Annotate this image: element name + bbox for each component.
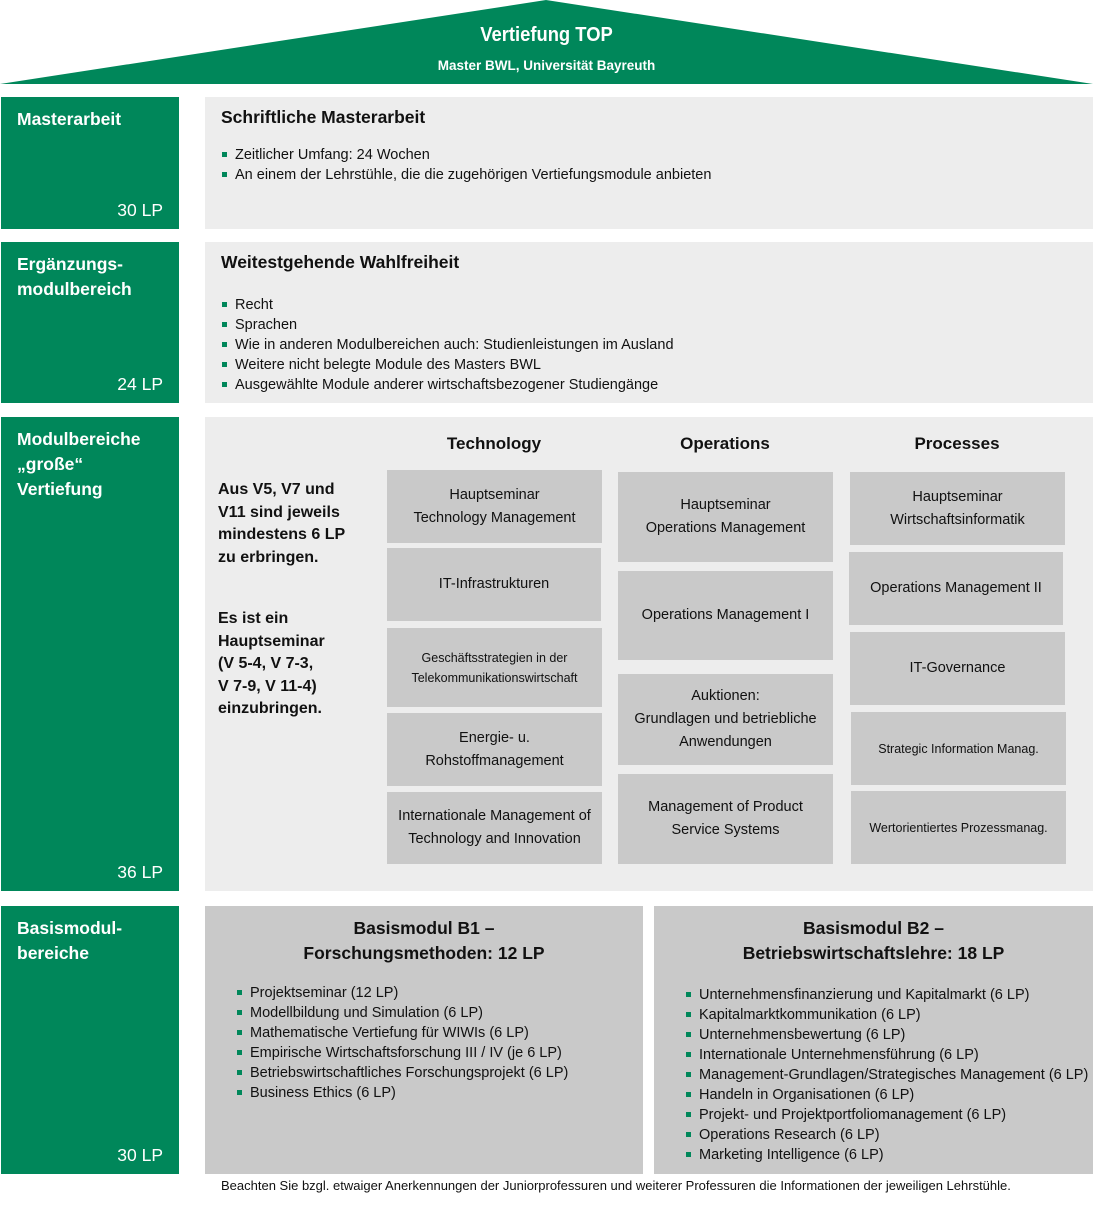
label-basis — [1, 906, 179, 1174]
list-item: Wie in anderen Modulbereichen auch: Studienleistungen im Ausland — [221, 335, 674, 355]
panel-title: Weitestgehende Wahlfreiheit — [221, 252, 460, 272]
list-item: Zeitlicher Umfang: 24 Wochen — [221, 145, 711, 165]
panel-basis-b2 — [654, 906, 1093, 1174]
list-item: Betriebswirtschaftliches Forschungsprojekt (6 LP) — [236, 1063, 568, 1083]
module-box: Hauptseminar Wirtschaftsinformatik — [850, 472, 1065, 545]
bullet-list — [221, 145, 711, 185]
list-item: Empirische Wirtschaftsforschung III / IV (je 6 LP) — [236, 1043, 568, 1063]
module-box: Hauptseminar Technology Management — [387, 470, 602, 543]
panel-ergaenzung — [205, 242, 1093, 403]
panel-title: Basismodul B1 – Forschungsmethoden: 12 LP — [303, 918, 545, 963]
list-item: Recht — [221, 295, 674, 315]
list-item: Projektseminar (12 LP) — [236, 983, 568, 1003]
module-box: IT-Governance — [850, 632, 1065, 705]
list-item: Operations Research (6 LP) — [685, 1125, 1088, 1145]
requirement-note: Aus V5, V7 und V11 sind jeweils mindestens 6 LP zu erbringen. — [218, 481, 346, 566]
section-label: Masterarbeit — [17, 109, 122, 129]
bullet-list — [236, 983, 568, 1103]
module-box: Operations Management II — [849, 552, 1063, 625]
credits-label: 30 LP — [117, 1145, 163, 1165]
list-item: Handeln in Organisationen (6 LP) — [685, 1085, 1088, 1105]
module-box: Hauptseminar Operations Management — [618, 472, 833, 562]
module-box: IT-Infrastrukturen — [387, 548, 601, 621]
section-label: Ergänzungs- modulbereich — [17, 254, 132, 299]
panel-basis-b1 — [205, 906, 643, 1174]
panel-title: Schriftliche Masterarbeit — [221, 107, 426, 127]
column-title-operations: Operations — [680, 434, 770, 453]
list-item: Marketing Intelligence (6 LP) — [685, 1145, 1088, 1165]
list-item: Projekt- und Projektportfoliomanagement (6 LP) — [685, 1105, 1088, 1125]
module-box: Operations Management I — [618, 571, 833, 660]
section-label: Basismodul- bereiche — [17, 918, 123, 963]
bullet-list — [221, 295, 674, 395]
list-item: Management-Grundlagen/Strategisches Management (6 LP) — [685, 1065, 1088, 1085]
list-item: Mathematische Vertiefung für WIWIs (6 LP) — [236, 1023, 568, 1043]
list-item: Unternehmensbewertung (6 LP) — [685, 1025, 1088, 1045]
label-masterarbeit — [1, 97, 179, 229]
label-ergaenzung — [1, 242, 179, 403]
page-subtitle: Master BWL, Universität Bayreuth — [437, 58, 656, 73]
seminar-note: Es ist ein Hauptseminar (V 5-4, V 7-3, V 7-9, V 11-4) einzubringen. — [218, 610, 325, 717]
column-title-technology: Technology — [446, 434, 542, 453]
footnote: Beachten Sie bzgl. etwaiger Anerkennungen der Juniorprofessuren und weiterer Professuren die Informationen der jeweiligen Lehrstühle. — [221, 1178, 1011, 1193]
module-box: Energie- u. Rohstoffmanagement — [387, 713, 602, 786]
credits-label: 36 LP — [117, 862, 163, 882]
panel-masterarbeit — [205, 97, 1093, 229]
list-item: Business Ethics (6 LP) — [236, 1083, 568, 1103]
module-box: Wertorientiertes Prozessmanag. — [851, 791, 1066, 864]
module-box: Strategic Information Manag. — [851, 712, 1066, 785]
list-item: An einem der Lehrstühle, die die zugehörigen Vertiefungsmodule anbieten — [221, 165, 711, 185]
module-box: Management of Product Service Systems — [618, 774, 833, 864]
list-item: Sprachen — [221, 315, 674, 335]
list-item: Weitere nicht belegte Module des Masters BWL — [221, 355, 674, 375]
module-box: Auktionen: Grundlagen und betriebliche Anwendungen — [618, 674, 833, 765]
module-box: Internationale Management of Technology and Innovation — [387, 792, 602, 864]
list-item: Modellbildung und Simulation (6 LP) — [236, 1003, 568, 1023]
list-item: Unternehmensfinanzierung und Kapitalmarkt (6 LP) — [685, 985, 1088, 1005]
page-title: Vertiefung TOP — [480, 24, 613, 46]
panel-title: Basismodul B2 – Betriebswirtschaftslehre: 18 LP — [742, 918, 1005, 963]
bullet-list — [685, 985, 1088, 1165]
label-vertiefung — [1, 417, 179, 891]
list-item: Internationale Unternehmensführung (6 LP) — [685, 1045, 1088, 1065]
credits-label: 24 LP — [117, 374, 163, 394]
list-item: Ausgewählte Module anderer wirtschaftsbezogener Studiengänge — [221, 375, 674, 395]
column-title-processes: Processes — [914, 434, 1000, 453]
section-label: Modulbereiche „große“ Vertiefung — [17, 429, 141, 499]
roof-header — [0, 0, 1093, 86]
module-box: Geschäftsstrategien in der Telekommunikationswirtschaft — [387, 628, 602, 707]
list-item: Kapitalmarktkommunikation (6 LP) — [685, 1005, 1088, 1025]
credits-label: 30 LP — [117, 200, 163, 220]
